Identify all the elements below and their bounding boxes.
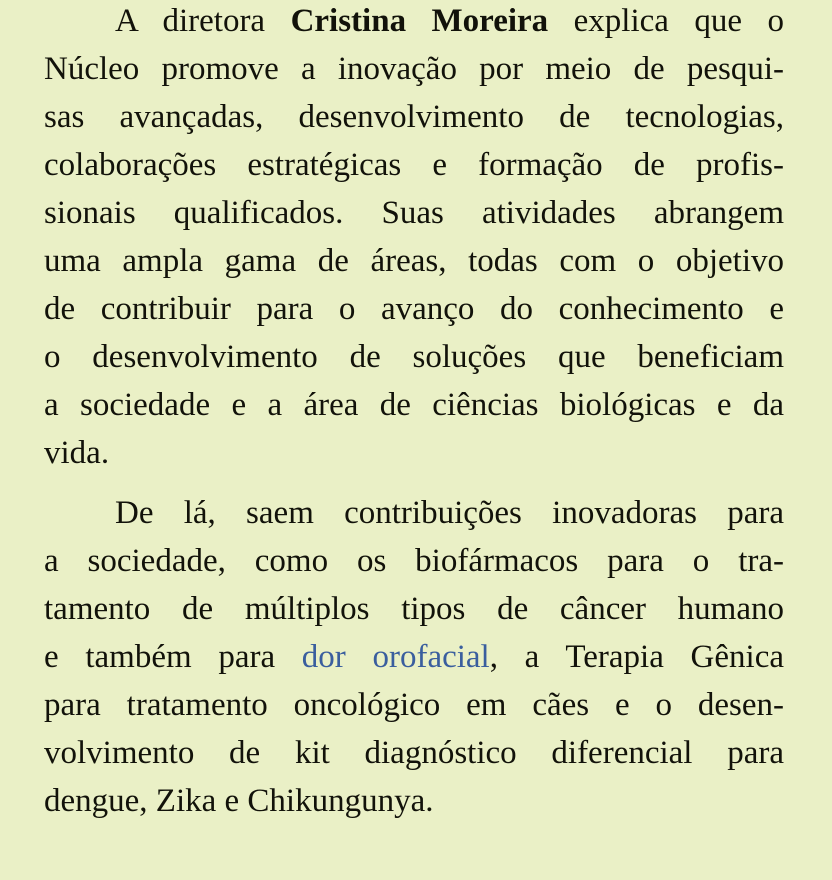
text-line: de contribuir para o avanço do conhecimento e <box>44 291 784 327</box>
text-line: a sociedade e a área de ciências biológicas e da <box>44 387 784 423</box>
text-line: dengue, Zika e Chikungunya. <box>44 783 434 819</box>
text-line: tamento de múltiplos tipos de câncer humano <box>44 591 784 627</box>
line-text: , a Terapia Gênica <box>489 639 784 675</box>
text-line: uma ampla gama de áreas, todas com o objetivo <box>44 243 784 279</box>
text-line: sionais qualificados. Suas atividades abrangem <box>44 195 784 231</box>
text-line <box>44 0 784 45</box>
text-line <box>44 633 784 681</box>
dor-orofacial-link[interactable]: dor orofacial <box>301 639 490 675</box>
line-text: A diretora <box>115 3 266 39</box>
text-line: De lá, saem contribuições inovadoras para <box>115 495 784 531</box>
text-line: para tratamento oncológico em cães e o desen- <box>44 687 784 723</box>
text-line: Núcleo promove a inovação por meio de pesqui- <box>44 51 784 87</box>
text-line: o desenvolvimento de soluções que beneficiam <box>44 339 784 375</box>
text-line: sas avançadas, desenvolvimento de tecnologias, <box>44 99 784 135</box>
person-name: Cristina Moreira <box>290 3 549 39</box>
text-line: colaborações estratégicas e formação de profis- <box>44 147 784 183</box>
paragraph-director <box>44 0 784 477</box>
text-line: vida. <box>44 435 110 471</box>
line-text: explica que o <box>573 3 785 39</box>
line-text: e também para <box>44 639 276 675</box>
text-line: a sociedade, como os biofármacos para o tra- <box>44 543 784 579</box>
paragraph-contributions <box>44 489 784 825</box>
text-line: volvimento de kit diagnóstico diferencial para <box>44 735 784 771</box>
